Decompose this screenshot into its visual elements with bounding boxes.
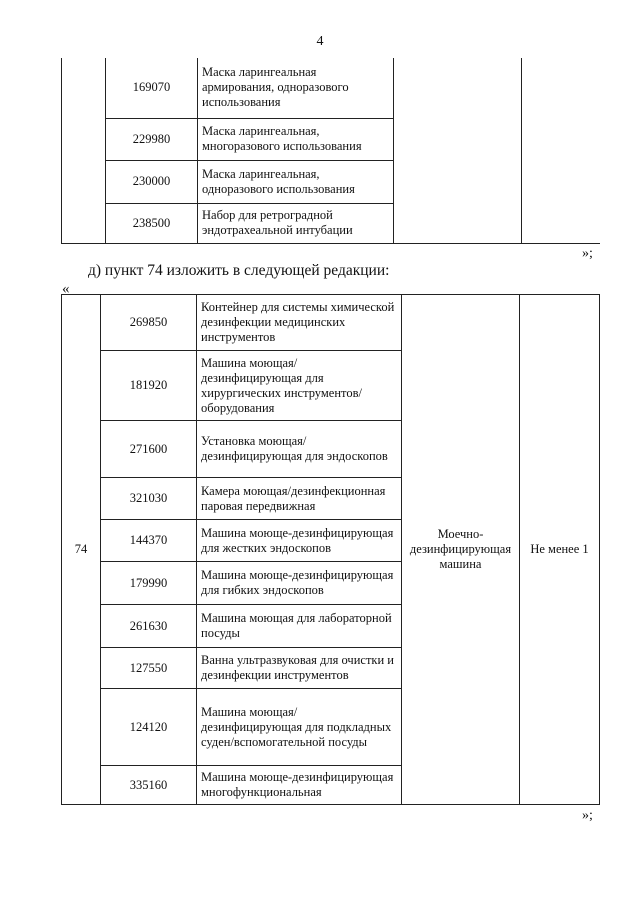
code-cell: 169070 <box>106 58 198 118</box>
name-cell: Маска ларингеальная, одноразового использования <box>198 160 394 203</box>
name-cell: Набор для ретроградной эндотрахеальной интубации <box>198 203 394 243</box>
closing-quote: »; <box>582 808 593 823</box>
item-number-cell: 74 <box>62 295 101 805</box>
code-cell: 269850 <box>101 295 197 351</box>
amendment-paragraph: д) пункт 74 изложить в следующей редакции: <box>88 262 390 279</box>
code-cell: 261630 <box>101 605 197 648</box>
code-cell: 181920 <box>101 351 197 421</box>
name-cell: Маска ларингеальная армирования, одноразового использования <box>198 58 394 118</box>
page-number: 4 <box>316 34 324 49</box>
code-cell: 179990 <box>101 562 197 605</box>
quantity-cell: Не менее 1 <box>520 295 600 805</box>
code-cell: 335160 <box>101 766 197 805</box>
name-cell: Установка моющая/дезинфицирующая для эндоскопов <box>197 421 402 478</box>
name-cell: Машина моюще-дезинфицирующая для жестких эндоскопов <box>197 520 402 562</box>
category-cell: Моечно-дезинфицирующая машина <box>402 295 520 805</box>
name-cell: Машина моюще-дезинфицирующая для гибких эндоскопов <box>197 562 402 605</box>
code-cell: 144370 <box>101 520 197 562</box>
name-cell: Контейнер для системы химической дезинфекции медицинских инструментов <box>197 295 402 351</box>
code-cell: 271600 <box>101 421 197 478</box>
code-cell: 229980 <box>106 118 198 160</box>
code-cell: 230000 <box>106 160 198 203</box>
name-cell: Камера моющая/дезинфекционная паровая передвижная <box>197 478 402 520</box>
closing-quote: »; <box>582 246 593 261</box>
opening-quote: « <box>62 281 70 297</box>
name-cell: Маска ларингеальная, многоразового использования <box>198 118 394 160</box>
name-cell: Ванна ультразвуковая для очистки и дезинфекции инструментов <box>197 648 402 689</box>
item-number-cell <box>62 58 106 243</box>
table-row <box>62 58 600 118</box>
table-continued <box>61 58 600 244</box>
table-item-74 <box>61 294 600 805</box>
name-cell: Машина моющая для лабораторной посуды <box>197 605 402 648</box>
table-row <box>62 295 600 351</box>
quantity-cell <box>522 58 600 243</box>
category-cell <box>394 58 522 243</box>
name-cell: Машина моюще-дезинфицирующая многофункциональная <box>197 766 402 805</box>
code-cell: 321030 <box>101 478 197 520</box>
name-cell: Машина моющая/дезинфицирующая для подкладных суден/вспомогательной посуды <box>197 689 402 766</box>
code-cell: 124120 <box>101 689 197 766</box>
code-cell: 238500 <box>106 203 198 243</box>
code-cell: 127550 <box>101 648 197 689</box>
name-cell: Машина моющая/дезинфицирующая для хирургических инструментов/оборудования <box>197 351 402 421</box>
